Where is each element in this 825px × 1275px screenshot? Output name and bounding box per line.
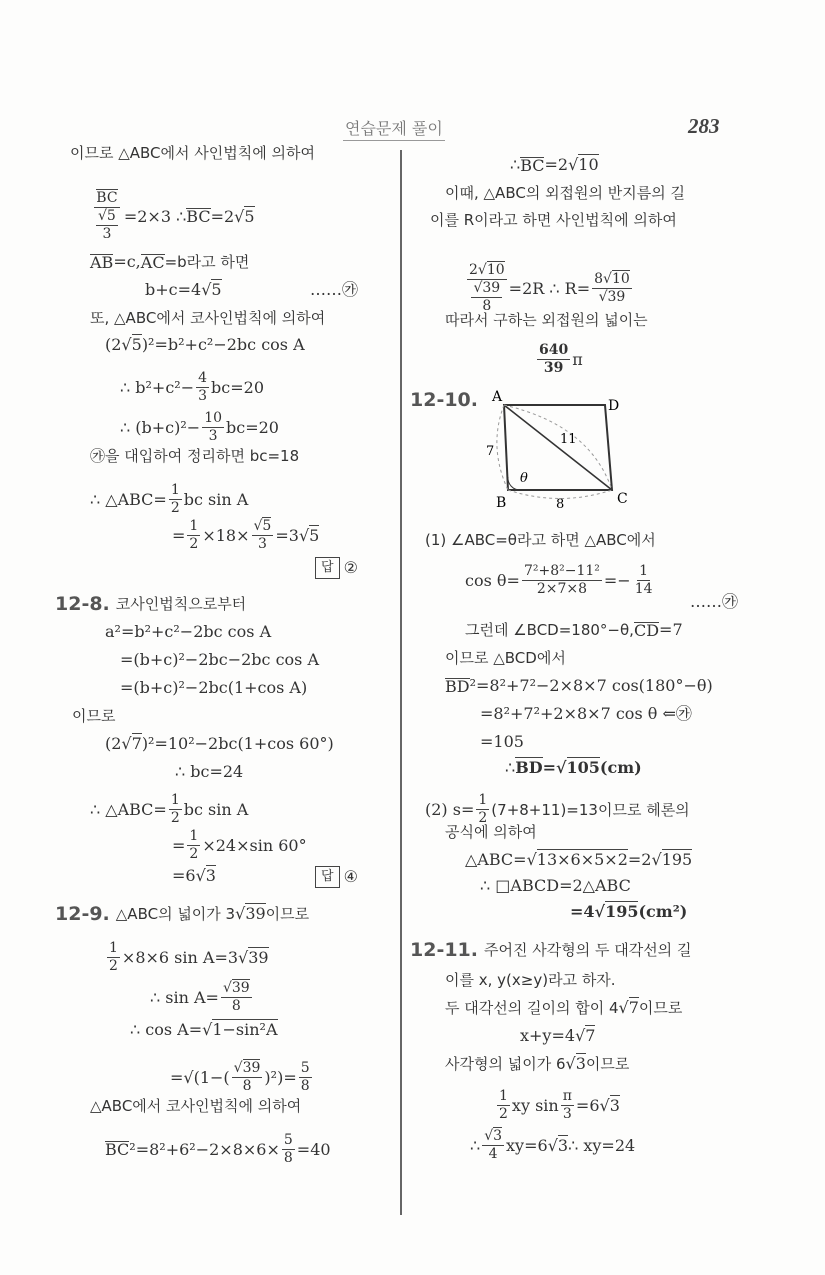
fraction <box>561 1088 574 1123</box>
math-run: bc=20 <box>226 417 279 437</box>
math-run: 39 <box>543 360 564 376</box>
solution-line <box>315 557 358 579</box>
square-root: √ 39 <box>223 979 250 996</box>
square-root: √ 39 <box>599 288 626 305</box>
math-run: ²=8²+6²−2×8×6× <box>129 1139 280 1159</box>
math-run: ∴ b²+c²− <box>120 377 195 397</box>
solution-line <box>480 732 524 752</box>
fraction <box>196 370 209 405</box>
math-run: ∴ sin A= <box>150 987 219 1007</box>
square-root: √ 1−sin²A <box>202 1020 277 1040</box>
solution-line <box>170 1060 314 1095</box>
text-run: 따라서 구하는 외접원의 넓이는 <box>445 311 648 329</box>
fraction <box>299 1060 312 1095</box>
math-run: =2 <box>544 155 569 174</box>
math-run: =− <box>603 570 631 590</box>
solution-line <box>120 410 279 445</box>
text-run: ㉮을 대입하여 정리하면 bc=18 <box>90 447 300 465</box>
math-run: bc sin A <box>183 799 249 819</box>
solution-line <box>480 704 692 724</box>
math-run: 2 <box>499 1106 508 1122</box>
math-run: 1 <box>189 518 199 534</box>
fraction <box>537 342 570 377</box>
square-root: √ 195 <box>595 901 639 921</box>
math-run: a²=b²+c²−2bc cos A <box>105 622 272 641</box>
square-root: √ 3 <box>600 1096 620 1116</box>
text-run: 공식에 의하여 <box>445 823 537 841</box>
text-run: 이므로 <box>265 905 310 923</box>
math-run: 1 <box>170 792 180 808</box>
math-run: ²=8²+7²−2×8×7 cos(180°−θ) <box>469 676 713 695</box>
math-run: ∴ xy=24 <box>568 1135 636 1155</box>
solution-line <box>465 262 634 315</box>
solution-line <box>510 155 599 175</box>
solution-line <box>90 792 248 827</box>
problem-number: 12-11. <box>410 939 478 961</box>
math-run: bc sin A <box>183 489 249 509</box>
fraction <box>187 518 200 553</box>
math-run: ×24×sin 60° <box>202 835 307 855</box>
math-run: ∴ (b+c)²− <box>120 417 201 437</box>
square-root: √ 7 <box>619 998 639 1018</box>
fraction <box>232 1060 263 1095</box>
math-run: 8 <box>231 998 241 1014</box>
square-root: √ 5 <box>254 517 272 534</box>
math-run: 1 <box>639 563 649 579</box>
math-run: 640 <box>539 342 569 358</box>
text-run: 주어진 사각형의 두 대각선의 길 <box>483 941 692 959</box>
math-run: ×18× <box>202 525 250 545</box>
square-root: √ 5 <box>201 280 221 300</box>
math-run: 1 <box>499 1088 508 1104</box>
fraction <box>169 792 182 827</box>
math-run: ……㉮ <box>690 592 739 611</box>
square-root: √ 5 <box>98 207 116 224</box>
math-run: 4 <box>198 370 208 386</box>
fraction <box>107 940 120 975</box>
solution-line <box>72 706 115 726</box>
math-run: ……㉮ <box>310 280 359 299</box>
solution-line <box>410 940 691 960</box>
fraction <box>169 482 182 517</box>
solution-line <box>90 308 325 328</box>
math-run: )²=b²+c²−2bc cos A <box>141 335 305 354</box>
solution-line <box>570 902 687 922</box>
solution-line <box>120 370 264 405</box>
math-run: ∴ △ABC= <box>90 799 167 819</box>
fraction <box>497 1088 510 1123</box>
math-run: π <box>562 1088 572 1104</box>
text-run: (1) ∠ABC=θ라고 하면 △ABC에서 <box>425 531 656 549</box>
solution-line <box>690 592 738 612</box>
math-run: )²=10²−2bc(1+cos 60°) <box>141 734 334 753</box>
math-run: xy sin <box>511 1095 559 1115</box>
square-root: √ 3 <box>548 1136 568 1156</box>
math-run: =√(1−( <box>170 1067 230 1087</box>
square-root: √ 5 <box>299 526 319 546</box>
math-run: = <box>172 835 186 855</box>
solution-line <box>150 980 254 1015</box>
math-run: 3 <box>198 388 208 404</box>
math-run: )²)= <box>264 1067 297 1087</box>
solution-line <box>480 876 631 896</box>
math-run: =(b+c)²−2bc−2bc cos A <box>120 650 320 669</box>
text-run: (7+8+11)=13이므로 헤론의 <box>491 800 690 819</box>
solution-line <box>445 183 685 203</box>
solution-line <box>90 252 249 272</box>
math-run: =8²+7²+2×8×7 cos θ ⇐㉮ <box>480 704 692 723</box>
math-run: 8 <box>242 1078 252 1094</box>
math-run: 2 <box>170 810 180 826</box>
solution-line <box>105 1132 331 1167</box>
fraction <box>592 271 632 306</box>
math-run: =40 <box>296 1139 331 1159</box>
math-run: =c, <box>113 252 141 271</box>
math-run: 1 <box>478 792 488 808</box>
text-run: =b라고 하면 <box>164 253 250 271</box>
problem-number: 12-10. <box>410 389 478 411</box>
math-run: bc=20 <box>211 377 264 397</box>
bold-answer <box>539 342 568 358</box>
page-number: 283 <box>688 114 720 138</box>
fraction <box>187 828 200 863</box>
math-run: ∴ <box>510 155 521 174</box>
section-header: 연습문제 풀이 <box>343 116 445 141</box>
math-run: 3 <box>562 1106 572 1122</box>
solution-line <box>445 970 616 990</box>
solution-line <box>310 280 358 300</box>
text-run: 또, △ABC에서 코사인법칙에 의하여 <box>90 309 326 327</box>
math-run: ∴ □ABCD=2△ABC <box>480 876 631 895</box>
math-run: cos θ= <box>465 570 520 590</box>
math-run: =105 <box>480 732 524 751</box>
solution-line <box>175 762 243 782</box>
solution-line <box>535 342 583 377</box>
fraction <box>482 1128 504 1163</box>
fraction <box>96 208 118 243</box>
segment-overline: CD <box>633 620 660 640</box>
solution-line <box>465 563 657 598</box>
text-run: 이때, △ABC의 외접원의 반지름의 길 <box>445 184 686 202</box>
solution-line <box>425 530 656 550</box>
math-run: (2 <box>105 335 122 354</box>
label-theta: θ <box>520 471 528 486</box>
square-root: √ 195 <box>651 850 692 870</box>
square-root: √ 10 <box>478 261 505 278</box>
math-run: ④ <box>343 867 358 886</box>
square-root: √ 39 <box>473 279 500 296</box>
math-run: = <box>172 525 186 545</box>
problem-number: 12-9. <box>55 903 110 925</box>
text-run: 그런데 ∠BCD=180°−θ, <box>465 621 634 639</box>
math-run: 2 <box>478 810 488 826</box>
vertex-b: B <box>496 495 507 510</box>
math-run: ∴ <box>505 758 516 777</box>
text-run: 두 대각선의 길이의 합이 4 <box>445 999 619 1017</box>
text-run: 사각형의 넓이가 6 <box>445 1055 566 1073</box>
solution-line <box>55 594 246 614</box>
square-root: √ 3 <box>196 866 216 886</box>
solution-line <box>70 143 315 163</box>
segment-overline: BC <box>96 190 118 206</box>
text-run: 이를 x, y(x≥y)라고 하자. <box>445 971 616 989</box>
fraction <box>467 262 507 315</box>
solution-line <box>315 866 358 888</box>
fraction <box>282 1132 295 1167</box>
square-root: √ 5 <box>121 335 141 355</box>
bold-answer <box>515 758 642 778</box>
fraction <box>633 563 655 598</box>
solution-line <box>90 1096 301 1116</box>
solution-line <box>470 1128 635 1163</box>
text-run: △ABC의 넓이가 3 <box>115 905 236 923</box>
solution-line <box>465 850 692 870</box>
square-root: √ 13×6×5×2 <box>527 850 628 870</box>
segment-overline: BC <box>520 155 545 175</box>
square-root: √ 3 <box>484 1127 502 1144</box>
math-run: 8 <box>482 298 492 314</box>
math-run: =2×3 ∴ <box>123 206 187 226</box>
text-run: △ABC에서 코사인법칙에 의하여 <box>90 1097 302 1115</box>
math-run: =2R ∴ R= <box>508 278 591 298</box>
math-run: =4 <box>570 902 595 921</box>
math-run: 2 <box>469 262 478 278</box>
segment-overline: AC <box>140 252 165 272</box>
math-run: 1 <box>170 482 180 498</box>
math-run: (cm) <box>599 758 642 777</box>
solution-line <box>105 734 334 754</box>
solution-line <box>90 446 299 466</box>
solution-line <box>410 390 484 410</box>
math-run: ② <box>343 558 358 577</box>
square-root: √ 39 <box>238 948 269 968</box>
segment-overline: AB <box>90 252 114 272</box>
text-run: 이므로 <box>72 707 116 725</box>
text-run: 이를 R이라고 하면 사인법칙에 의하여 <box>430 211 677 229</box>
math-run: 2 <box>109 958 118 974</box>
vertex-c: C <box>617 491 628 507</box>
square-root: √ 7 <box>121 734 141 754</box>
segment-overline: BD <box>445 676 470 696</box>
math-run: 4 <box>488 1146 498 1162</box>
math-run: 14 <box>634 581 653 597</box>
math-run: 2×7×8 <box>536 581 587 597</box>
math-run: xy=6 <box>506 1135 548 1155</box>
math-run: 3 <box>102 226 112 242</box>
label-ac: 11 <box>560 432 577 447</box>
text-run: 이므로 <box>585 1055 630 1073</box>
problem-number: 12-8. <box>55 593 110 615</box>
solution-line <box>90 190 255 243</box>
solution-line <box>55 904 309 924</box>
square-root: √ 39 <box>234 1059 261 1076</box>
math-run: b+c=4 <box>145 280 202 299</box>
solution-line <box>172 518 319 553</box>
math-run: π <box>572 349 583 369</box>
math-run: 3 <box>257 536 267 552</box>
solution-line <box>495 1088 620 1123</box>
math-run: 3 <box>208 428 218 444</box>
label-ab: 7 <box>486 444 495 459</box>
math-run: ∴ cos A= <box>130 1020 203 1039</box>
math-run: =3 <box>275 525 299 545</box>
solution-line <box>172 828 307 863</box>
math-run: ∴ <box>470 1135 481 1155</box>
math-run: 8 <box>300 1078 310 1094</box>
solution-line <box>445 676 713 696</box>
math-run: 5 <box>300 1060 310 1076</box>
solution-line <box>465 620 683 640</box>
solution-line <box>105 622 271 642</box>
answer-box: 답 <box>315 866 340 888</box>
square-root: √ 5 <box>234 207 254 227</box>
math-run: =2 <box>627 850 652 869</box>
fraction <box>92 190 122 243</box>
solution-line <box>445 310 648 330</box>
solution-line <box>505 758 642 778</box>
answer-box: 답 <box>315 557 340 579</box>
square-root: √ 10 <box>568 155 599 175</box>
math-run: 2 <box>170 500 180 516</box>
fraction <box>522 563 602 598</box>
math-run: x+y=4 <box>520 1026 576 1045</box>
text-run: 이므로 <box>638 999 683 1017</box>
fraction <box>202 410 224 445</box>
math-run: ∴ bc=24 <box>175 762 244 781</box>
math-run: 2 <box>189 846 199 862</box>
solution-line <box>430 210 677 230</box>
fraction <box>221 980 252 1015</box>
math-run: = <box>542 758 556 777</box>
vertex-a: A <box>492 389 503 405</box>
math-run: 10 <box>204 410 223 426</box>
math-run: 7²+8²−11² <box>523 563 600 579</box>
solution-line <box>120 678 307 698</box>
solution-line <box>520 1026 595 1046</box>
math-run: (2 <box>105 734 122 753</box>
solution-line <box>90 482 248 517</box>
math-run: =(b+c)²−2bc(1+cos A) <box>120 678 308 697</box>
solution-line <box>105 335 305 355</box>
math-run: 8 <box>594 271 604 287</box>
solution-line <box>130 1020 278 1040</box>
math-run: 1 <box>109 940 118 956</box>
bold-answer <box>570 902 687 922</box>
label-bc: 8 <box>556 497 565 510</box>
math-run: 1 <box>189 828 199 844</box>
math-run: ×8×6 sin A=3 <box>121 947 239 967</box>
segment-overline: BD <box>515 758 543 777</box>
vertex-d: D <box>608 398 620 414</box>
quadrilateral-diagram <box>480 385 650 510</box>
segment-overline: BC <box>105 1140 130 1159</box>
column-divider <box>400 150 402 1215</box>
math-run: (cm²) <box>638 902 688 921</box>
math-run: =7 <box>659 620 683 639</box>
math-run: =6 <box>575 1095 600 1115</box>
solution-line <box>172 866 216 886</box>
math-run: 8 <box>283 1150 293 1166</box>
text-run: 이므로 △BCD에서 <box>445 649 566 667</box>
square-root: √ 39 <box>235 904 266 924</box>
solution-line <box>105 940 269 975</box>
solution-line <box>145 280 222 300</box>
math-run: ∴ △ABC= <box>90 489 167 509</box>
math-run: 2 <box>189 536 199 552</box>
math-run: =6 <box>172 866 196 885</box>
text-run: 코사인법칙으로부터 <box>115 595 247 613</box>
solution-line <box>445 1054 629 1074</box>
solution-line <box>445 648 566 668</box>
solution-line <box>445 998 682 1018</box>
solution-line <box>445 822 537 842</box>
square-root: √ 7 <box>575 1026 595 1046</box>
solution-line <box>120 650 319 670</box>
square-root: √ 105 <box>556 757 600 777</box>
math-run: =2 <box>210 206 235 226</box>
fraction <box>252 518 274 553</box>
segment-overline: BC <box>186 207 211 226</box>
square-root: √ 3 <box>566 1054 586 1074</box>
text-run: 이므로 △ABC에서 사인법칙에 의하여 <box>70 144 315 162</box>
math-run: (2) s= <box>425 799 475 819</box>
bold-answer <box>544 360 563 376</box>
math-run: 5 <box>283 1132 293 1148</box>
math-run: △ABC= <box>465 850 527 869</box>
square-root: √ 10 <box>603 270 630 287</box>
